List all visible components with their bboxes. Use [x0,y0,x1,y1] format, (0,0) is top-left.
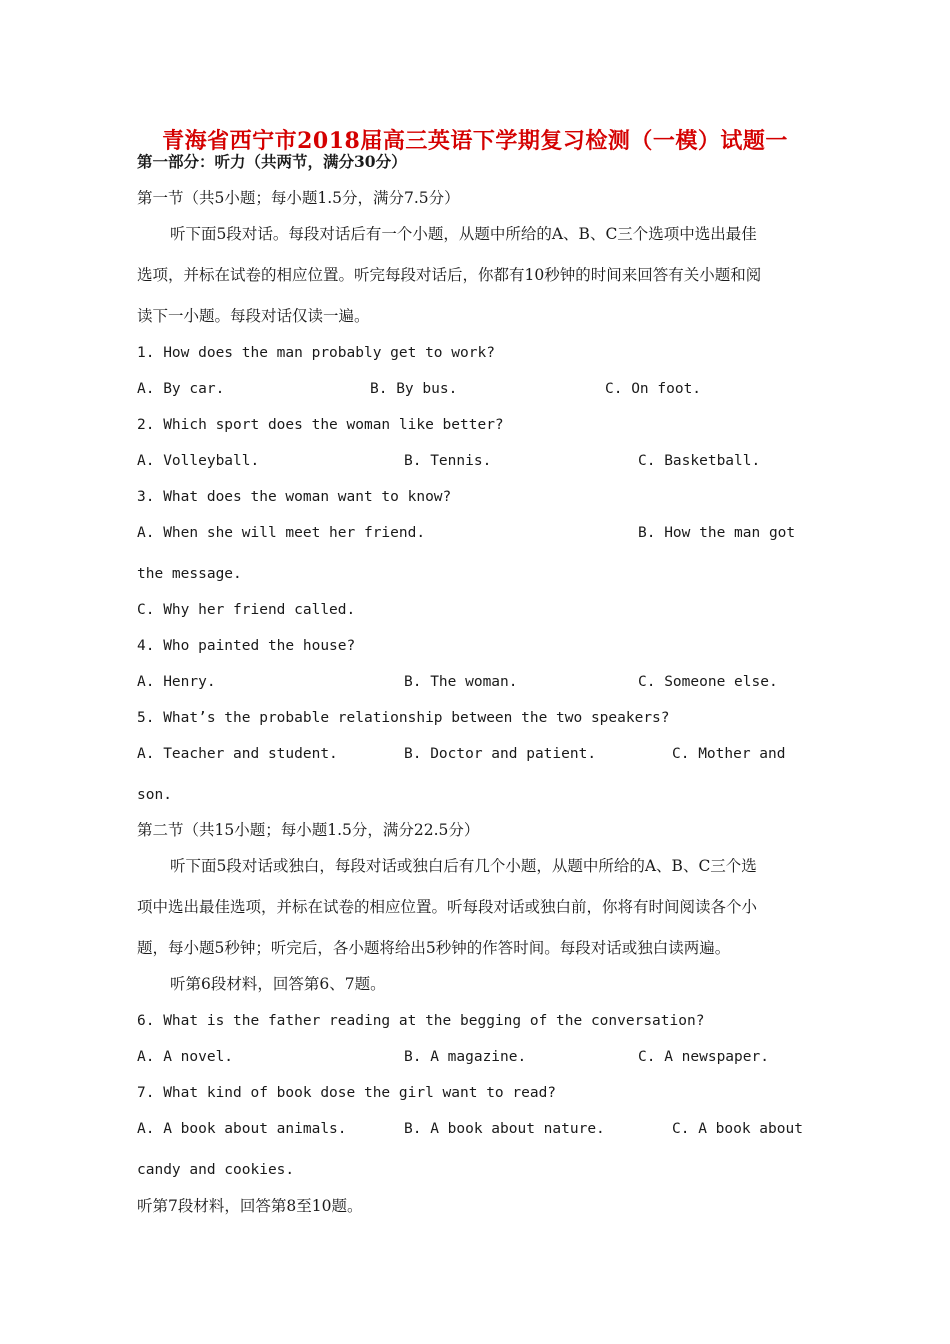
section2-instruction-line: 项中选出最佳选项，并标在试卷的相应位置。听每段对话或独白前，你将有时间阅读各个小 [137,898,758,916]
question-4: 4. Who painted the house? [137,638,356,654]
q6-option-b: B. A magazine. [404,1049,527,1065]
q4-option-b: B. The woman. [404,674,518,690]
q7-option-a: A. A book about animals. [137,1121,347,1137]
document-title: 青海省西宁市2018届高三英语下学期复习检测（一模）试题一 [162,128,788,154]
q5-option-a: A. Teacher and student. [137,746,338,762]
q2-option-c: C. Basketball. [638,453,761,469]
section1-heading: 第一节（共5小题；每小题1.5分，满分7.5分） [137,189,460,207]
question-3: 3. What does the woman want to know? [137,489,452,505]
q7-option-c: C. A book about [672,1121,803,1137]
question-7: 7. What kind of book dose the girl want to read? [137,1085,557,1101]
section1-instruction-line: 听下面5段对话。每段对话后有一个小题，从题中所给的A、B、C三个选项中选出最佳 [170,225,757,243]
question-2: 2. Which sport does the woman like better? [137,417,504,433]
q7-option-b: B. A book about nature. [404,1121,605,1137]
q3-option-b-continued: the message. [137,566,242,582]
q3-option-b: B. How the man got [638,525,796,541]
material-6-note: 听第6段材料，回答第6、7题。 [170,975,386,993]
part1-heading: 第一部分：听力（共两节，满分30分） [137,152,407,171]
q1-option-c: C. On foot. [605,381,702,397]
q5-option-c-continued: son. [137,787,172,803]
q2-option-b: B. Tennis. [404,453,492,469]
section2-instruction-line: 听下面5段对话或独白，每段对话或独白后有几个小题，从题中所给的A、B、C三个选 [170,857,757,875]
q6-option-c: C. A newspaper. [638,1049,769,1065]
q5-option-c: C. Mother and [672,746,786,762]
question-6: 6. What is the father reading at the begging of the conversation? [137,1013,705,1029]
q3-option-a: A. When she will meet her friend. [137,525,426,541]
q6-option-a: A. A novel. [137,1049,234,1065]
section2-heading: 第二节（共15小题；每小题1.5分，满分22.5分） [137,821,480,839]
q5-option-b: B. Doctor and patient. [404,746,597,762]
q4-option-a: A. Henry. [137,674,216,690]
q2-option-a: A. Volleyball. [137,453,260,469]
q4-option-c: C. Someone else. [638,674,778,690]
q7-option-c-continued: candy and cookies. [137,1162,295,1178]
section1-instruction-line: 选项，并标在试卷的相应位置。听完每段对话后，你都有10秒钟的时间来回答有关小题和阅 [137,266,762,284]
section2-instruction-line: 题，每小题5秒钟；听完后，各小题将给出5秒钟的作答时间。每段对话或独白读两遍。 [137,939,731,957]
section1-instruction-line: 读下一小题。每段对话仅读一遍。 [137,307,370,325]
q1-option-a: A. By car. [137,381,225,397]
q1-option-b: B. By bus. [370,381,458,397]
q3-option-c: C. Why her friend called. [137,602,356,618]
question-1: 1. How does the man probably get to work? [137,345,495,361]
material-7-note: 听第7段材料，回答第8至10题。 [137,1197,363,1215]
question-5: 5. What’s the probable relationship between the two speakers? [137,710,670,726]
